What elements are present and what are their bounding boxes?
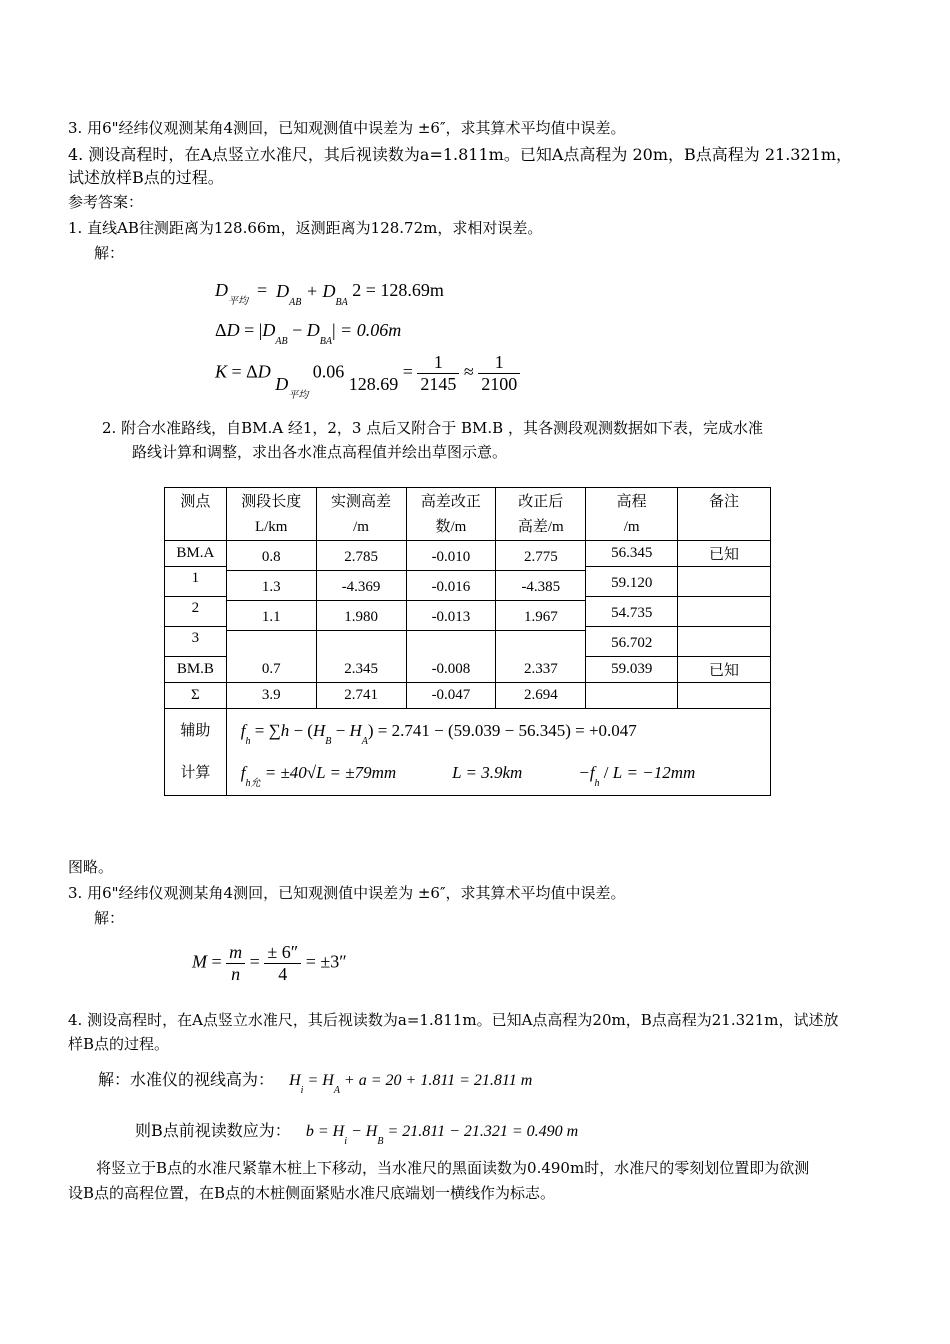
cell-adjusted-dh: -4.385 bbox=[496, 571, 586, 601]
cell-adjusted-dh: 2.775 bbox=[496, 541, 586, 571]
cell-correction: -0.013 bbox=[406, 601, 496, 631]
cell-length: 0.8 bbox=[226, 541, 316, 571]
header-measured-dh: 实测高差 /m bbox=[316, 488, 406, 541]
header-point: 测点 bbox=[165, 488, 227, 541]
a4-question-line2: 样B点的过程。 bbox=[68, 1035, 170, 1053]
a3-solve-label: 解： bbox=[94, 909, 125, 927]
cell-correction: -0.016 bbox=[406, 571, 496, 601]
aux-eq2: $f_{h允} = \pm 40√L = \pm 79mm$ $L = 3.9km -f_h / L = -12mm$ bbox=[240, 763, 696, 789]
header-note: 备注 bbox=[678, 488, 771, 541]
header-length: 测段长度 L/km bbox=[226, 488, 316, 541]
a1-question: 1. 直线AB往测距离为128.66m，返测距离为128.72m，求相对误差。 bbox=[68, 219, 543, 237]
cell-adjusted-dh: 1.967 bbox=[496, 601, 586, 631]
a4-question-line1: 4. 测设高程时，在A点竖立水准尺，其后视读数为a=1.811m。已知A点高程为20m，B点高程为21.321m，试述放 bbox=[68, 1011, 839, 1029]
cell-note bbox=[678, 567, 771, 597]
table-row bbox=[165, 541, 771, 567]
cell-length: 3.9 bbox=[226, 683, 316, 709]
cell-point: 3 bbox=[165, 627, 227, 657]
cell-measured-dh: 1.980 bbox=[316, 601, 406, 631]
cell-note bbox=[678, 683, 771, 709]
cell-length: 1.1 bbox=[226, 601, 316, 631]
cell-length: 0.7 bbox=[226, 631, 316, 683]
cell-measured-dh: 2.785 bbox=[316, 541, 406, 571]
intro-q3: 3. 用6"经纬仪观测某角4测回，已知观测值中误差为 ±6″，求其算术平均值中误差。 bbox=[68, 119, 626, 137]
header-correction: 高差改正 数/m bbox=[406, 488, 496, 541]
a4-paragraph-line2: 设B点的高程位置，在B点的木桩侧面紧贴水准尺底端划一横线作为标志。 bbox=[68, 1184, 556, 1202]
cell-measured-dh: -4.369 bbox=[316, 571, 406, 601]
cell-note bbox=[678, 597, 771, 627]
cell-point: BM.B bbox=[165, 657, 227, 683]
a2-question-line1: 2. 附合水准路线，自BM.A 经1，2，3 点后又附合于 BM.B ，其各测段观测数据如下表，完成水准 bbox=[102, 419, 763, 437]
cell-point: Σ bbox=[165, 683, 227, 709]
a3-question: 3. 用6"经纬仪观测某角4测回，已知观测值中误差为 ±6″，求其算术平均值中误差。 bbox=[68, 884, 626, 902]
a2-figure-omitted: 图略。 bbox=[68, 858, 114, 876]
cell-correction: -0.010 bbox=[406, 541, 496, 571]
a1-eq3: K = ΔD $D_{平均}$ 0.06 128.69 = $\frac{1}{2145}$ ≈ $\frac{1}{2100}$ bbox=[215, 352, 520, 395]
cell-point: 2 bbox=[165, 597, 227, 627]
a4-step2: 则B点前视读数应为： $b = H_i - H_B = 21.811 - 21.321 = 0.490$ m bbox=[135, 1121, 579, 1147]
a4-paragraph-line1: 将竖立于B点的水准尺紧靠木桩上下移动，当水准尺的黑面读数为0.490m时，水准尺的零刻划位置即为欲测 bbox=[96, 1159, 810, 1177]
answers-title: 参考答案： bbox=[68, 193, 144, 211]
aux-label: 辅助 计算 bbox=[165, 709, 227, 796]
cell-correction: -0.047 bbox=[406, 683, 496, 709]
cell-note: 已知 bbox=[678, 541, 771, 567]
leveling-table bbox=[164, 487, 771, 796]
cell-elevation: 56.702 bbox=[586, 627, 678, 657]
intro-q4-line1: 4. 测设高程时，在A点竖立水准尺，其后视读数为a=1.811m。已知A点高程为 20m，B点高程为 21.321m， bbox=[68, 145, 853, 164]
a3-equation: M = $\frac{m}{n}$ = $\frac{\pm 6''}{4}$ = ±3″ bbox=[192, 942, 347, 984]
cell-measured-dh: 2.345 bbox=[316, 631, 406, 683]
cell-point: 1 bbox=[165, 567, 227, 597]
aux-eq1: $f_h = \sum h - (H_B - H_A) = 2.741 - (59.039 - 56.345) = +0.047$ bbox=[240, 721, 637, 747]
a2-question-line2: 路线计算和调整，求出各水准点高程值并绘出草图示意。 bbox=[132, 443, 508, 461]
cell-elevation: 59.039 bbox=[586, 657, 678, 683]
table-row-aux bbox=[165, 709, 771, 796]
intro-q4-line2: 试述放样B点的过程。 bbox=[68, 168, 224, 187]
header-adjusted-dh: 改正后 高差/m bbox=[496, 488, 586, 541]
cell-adjusted-dh: 2.337 bbox=[496, 631, 586, 683]
table-header-row bbox=[165, 488, 771, 541]
a1-eq1: $D_{平均}$ = $D_{AB} + D_{BA}$ 2 = 128.69m bbox=[215, 280, 444, 309]
cell-elevation: 54.735 bbox=[586, 597, 678, 627]
a1-solve-label: 解： bbox=[94, 244, 125, 262]
header-elevation: 高程 /m bbox=[586, 488, 678, 541]
cell-measured-dh: 2.741 bbox=[316, 683, 406, 709]
cell-note bbox=[678, 627, 771, 657]
a1-eq2: $\Delta D = |D_{AB} - D_{BA}| = 0.06m$ bbox=[215, 320, 402, 347]
cell-length: 1.3 bbox=[226, 571, 316, 601]
cell-elevation: 59.120 bbox=[586, 567, 678, 597]
a4-step1: 解：水准仪的视线高为： $H_i = H_A + a = 20 + 1.811 = 21.811$ m bbox=[98, 1070, 533, 1096]
aux-calculation bbox=[226, 709, 770, 796]
table-row-sum bbox=[165, 683, 771, 709]
cell-point: BM.A bbox=[165, 541, 227, 567]
cell-note: 已知 bbox=[678, 657, 771, 683]
cell-elevation: 56.345 bbox=[586, 541, 678, 567]
cell-elevation bbox=[586, 683, 678, 709]
cell-adjusted-dh: 2.694 bbox=[496, 683, 586, 709]
cell-correction: -0.008 bbox=[406, 631, 496, 683]
